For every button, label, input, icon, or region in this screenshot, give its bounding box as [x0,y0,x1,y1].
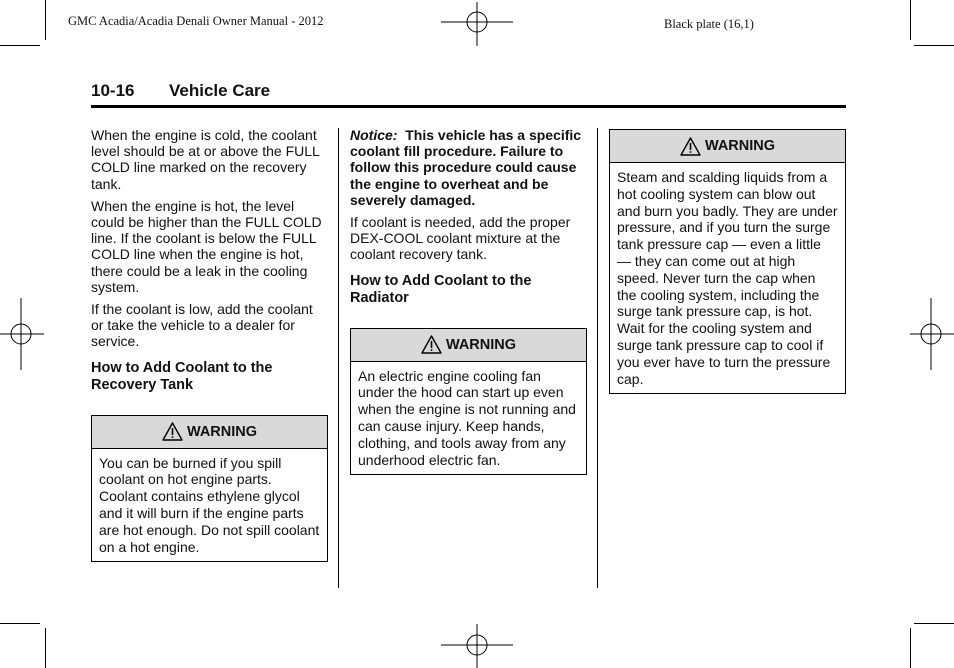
warning-header [92,416,327,449]
subheading: How to Add Coolant to the Recovery Tank [91,359,273,394]
notice-label: Notice: [350,127,398,143]
paragraph: If coolant is needed, add the proper DEX-COOL coolant mixture at the coolant recovery tank. [350,214,571,263]
paragraph: When the engine is cold, the coolant level should be at or above the FULL COLD line marked on the recovery tank. [91,127,320,192]
warning-header [610,130,845,163]
warning-box [609,129,846,394]
notice-text: This vehicle has a specific coolant fill procedure. Failure to follow this procedure could cause the engine to overheat and be severely damaged. [350,127,582,208]
registration-mark-icon [441,2,513,46]
crop-mark [914,45,954,46]
warning-triangle-icon [421,335,442,354]
subheading: How to Add Coolant to the Radiator [350,272,532,307]
column-3 [609,129,846,394]
section-title: Vehicle Care [169,81,271,100]
crop-mark [0,45,40,46]
warning-box [350,328,587,476]
warning-label: WARNING [704,137,776,154]
crop-mark [0,623,40,624]
crop-mark [45,628,46,668]
crop-mark [914,623,954,624]
plate-label: Black plate (16,1) [664,17,754,31]
crop-mark [910,0,911,40]
column-divider [338,128,339,588]
warning-text: An electric engine cooling fan under the hood can start up even when the engine is not running and can cause injury. Keep hands, clothing, and tools away from any underhood electric fan. [358,367,576,468]
warning-box [91,415,328,563]
crop-mark [45,0,46,40]
warning-triangle-icon [680,137,701,156]
warning-header [351,329,586,362]
warning-text: You can be burned if you spill coolant on hot engine parts. Coolant contains ethylene glycol and it will burn if the engine parts are hot enough. Do not spill coolant on a hot engine. [99,454,320,555]
warning-text: Steam and scalding liquids from a hot cooling system can blow out and burn you badly. They are under pressure, and if you turn the surge tank pressure cap — even a little — they can come out at high speed. Never turn the cap when the cooling system, including the surge tank pressure cap, is hot. Wait for the cooling system and surge tank pressure cap to cool if you ever have to turn the pressure cap. [617,169,838,387]
warning-label: WARNING [186,423,258,440]
page-heading [91,81,846,108]
page-number: 10-16 [91,81,135,100]
registration-mark-icon [0,298,44,370]
notice [350,127,587,208]
manual-title: GMC Acadia/Acadia Denali Owner Manual - 2012 [68,14,324,28]
column-divider [597,128,598,588]
column-2 [350,127,587,475]
paragraph: If the coolant is low, add the coolant or take the vehicle to a dealer for service. [91,301,313,350]
registration-mark-icon [910,298,954,370]
column-1 [91,127,328,562]
registration-mark-icon [441,624,513,668]
warning-label: WARNING [445,336,517,353]
paragraph: When the engine is hot, the level could be higher than the FULL COLD line. If the coolant is below the FULL COLD line when the engine is hot, there could be a leak in the cooling system. [91,197,322,295]
crop-mark [910,628,911,668]
warning-triangle-icon [162,422,183,441]
